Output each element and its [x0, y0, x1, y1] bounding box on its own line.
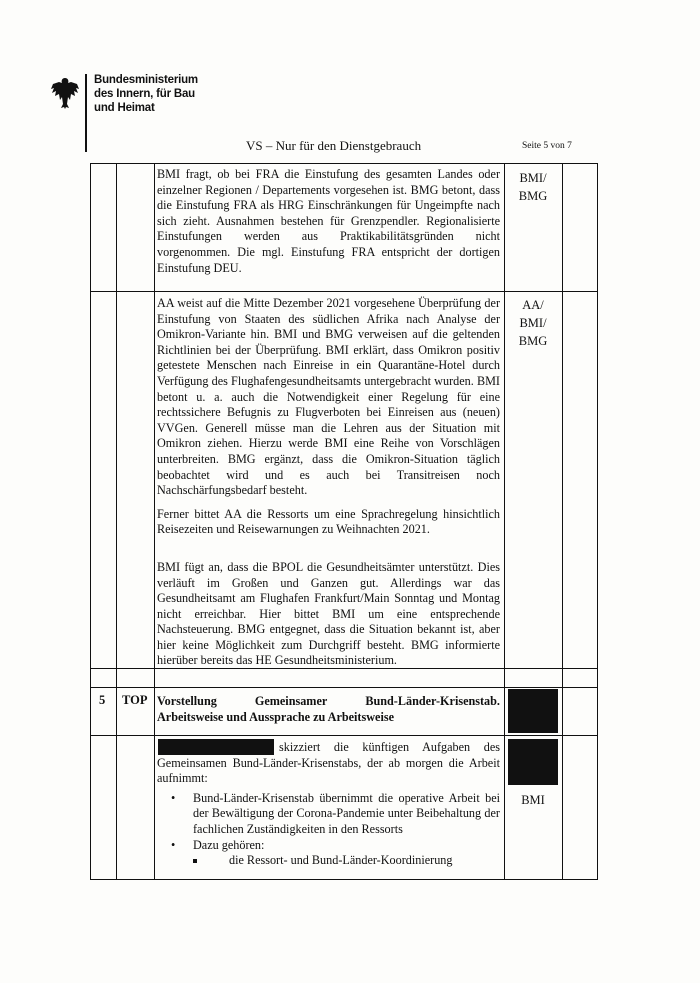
- classification-label: VS – Nur für den Dienstgebrauch: [246, 138, 422, 153]
- list-item: • Dazu gehören: die Ressort- und Bund-Länder-Koordinierung: [157, 838, 500, 869]
- ministry-name: Bundesministerium des Innern, für Bau und Heimat: [94, 74, 198, 114]
- logo-divider: [85, 74, 87, 152]
- agenda-label: TOP: [122, 693, 148, 707]
- redaction-block: [508, 689, 558, 733]
- row-1-text: BMI fragt, ob bei FRA die Einstufung des gesamten Landes oder einzelner Regionen / Departements vorgesehen ist. BMG betont, dass die Einstufung FRA als HRG Einschränkungen für Ungeimpfte nach sich zieht. Ausnahmen bestehen für Grenzpendler. Regionalisierte Einstufungen werden aus Praktikabilitätsgründen nicht vorgenommen. Die mgl. Einstufung FRA entspricht der dortigen Einstufung DEU.: [157, 167, 500, 275]
- agenda-title: Vorstellung Gemeinsamer Bund-Länder-Krisenstab. Arbeitsweise und Aussprache zu Arbeitsweise: [157, 694, 500, 724]
- minutes-table: [90, 163, 598, 880]
- row-1-responsible: BMI/ BMG: [518, 171, 548, 203]
- agenda-number: 5: [99, 693, 106, 707]
- federal-eagle-icon: [50, 76, 80, 110]
- row-5-text: skizziert die künftigen Aufgaben des Gemeinsamen Bund-Länder-Krisenstabs, der ab morgen die Arbeit aufnimmt: • Bund-Länder-Krisenstab übernimmt die operative Arbeit bei der Bewältigung der Corona-Pandemie unter Beibehaltung der fachlichen Zuständigkeiten in den Ressorts • Dazu gehören: die Ressort- und Bund-Länder-Koordinierung: [157, 740, 500, 868]
- row-5-responsible: BMI: [521, 793, 545, 807]
- list-item: • Bund-Länder-Krisenstab übernimmt die operative Arbeit bei der Bewältigung der Corona-Pandemie unter Beibehaltung der fachlichen Zuständigkeiten in den Ressorts: [171, 790, 500, 836]
- row-2-text: AA weist auf die Mitte Dezember 2021 vorgesehene Überprüfung der Einstufung von Staaten des südlichen Afrika nach Analyse der Omikron-Variante hin. BMI und BMG verweisen auf die geltenden Richtlinien bei der Überprüfung. BMI erklärt, dass Omikron positiv getestete Menschen nach Einreise in ein Quarantäne-Hotel durch Verfügung des Flughafengesundheitsamts untergebracht wurden. BMI betont u. a. auch die Notwendigkeit einer Regelung für eine rechtssichere Befugnis zu Flugverboten bei Einreisen aus (neuen) VVGen. Generell müsse man die Lehren aus der Situation mit Omikron ziehen. Hierzu werde BMI eine Reihe von Vorschlägen unterbreiten. BMG ergänzt, dass die Omikron-Situation täglich beobachtet wird und es auch bei Transitreisen noch Nachschärfungsbedarf besteht. Ferner bittet AA die Ressorts um eine Sprachregelung hinsichtlich Reisezeiten und Reisewarnungen zu Weihnachten 2021. BMI fügt an, dass die BPOL die Gesundheitsämter unterstützt. Dies verläuft im Großen und Ganzen gut. Allerdings war das Gesundheitsamt am Flughafen Frankfurt/Main Sonntag und Montag nicht erreichbar. Hier bittet BMI um eine entsprechende Nachsteuerung. BMG entgegnet, dass die Situation bekannt ist, aber hier keine Möglichkeit zum Durchgriff besteht. BMG informierte hierüber bereits das HE Gesundheitsministerium.: [157, 296, 500, 668]
- list-item: die Ressort- und Bund-Länder-Koordinierung: [193, 853, 500, 869]
- redaction-block: [508, 739, 558, 785]
- row-2-responsible: AA/ BMI/ BMG: [518, 298, 548, 348]
- page-number: Seite 5 von 7: [522, 141, 572, 151]
